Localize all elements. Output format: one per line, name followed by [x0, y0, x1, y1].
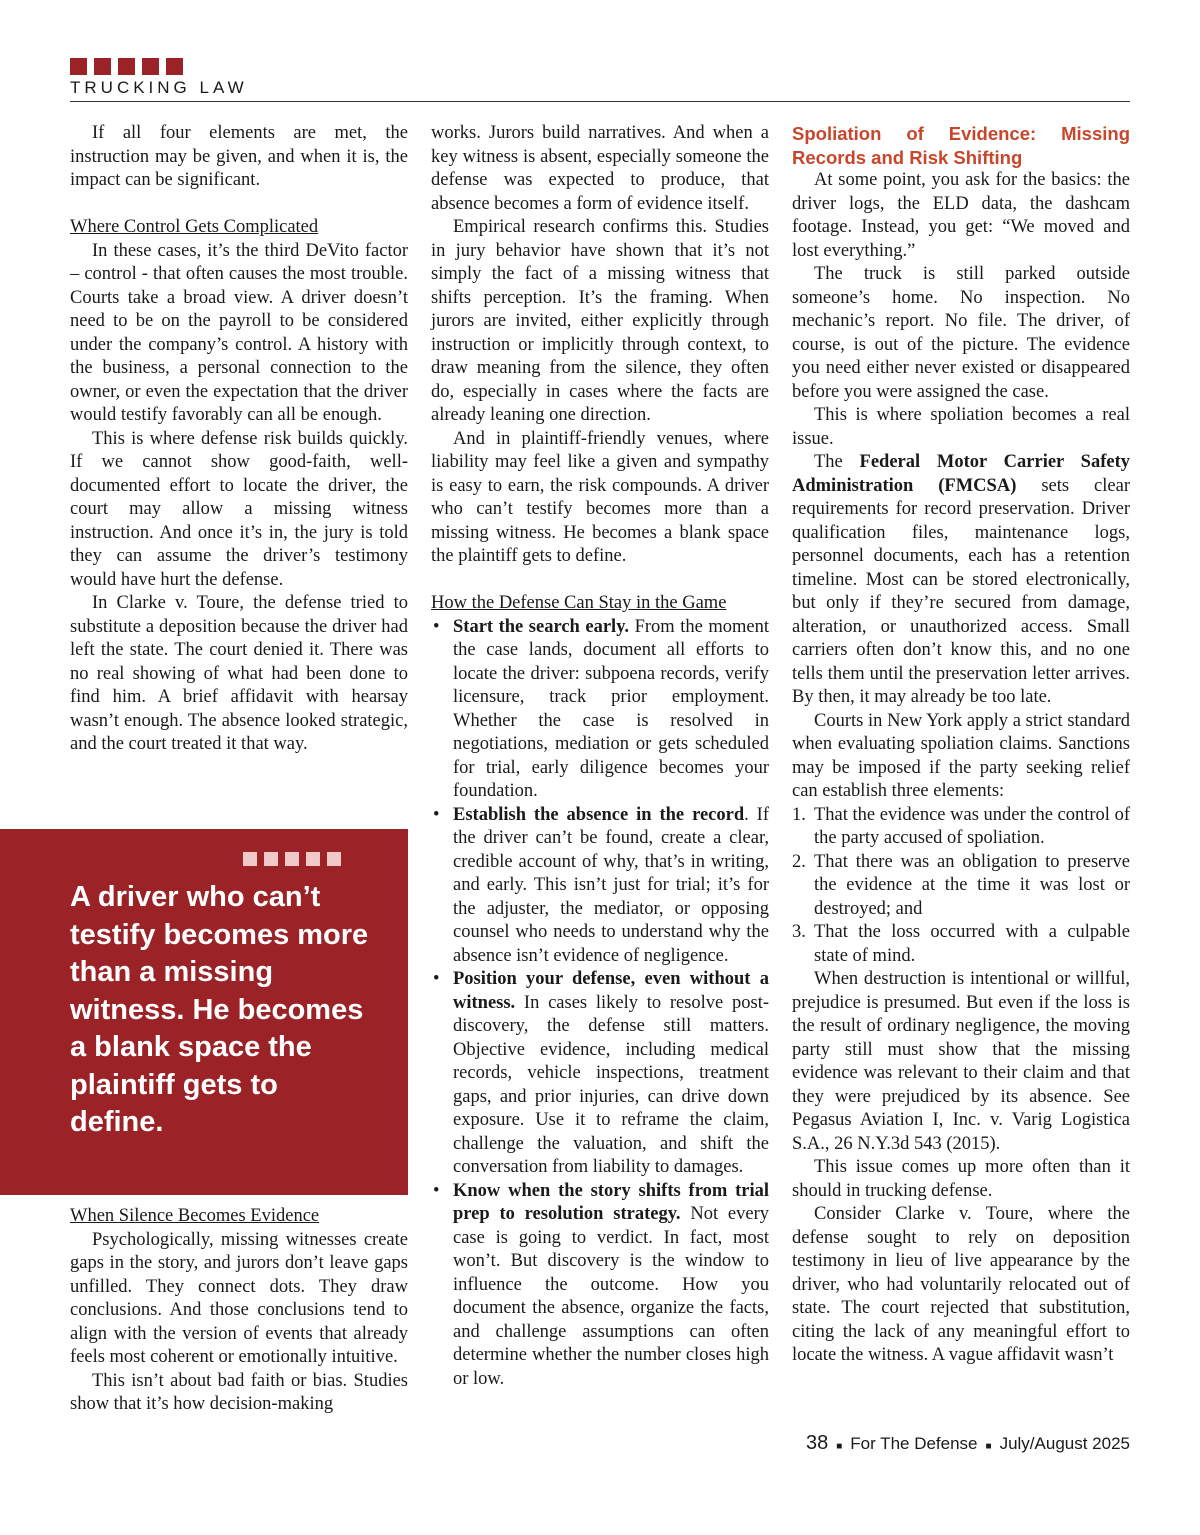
paragraph: In these cases, it’s the third DeVito factor – control - that often causes the most trouble. Courts take a broad view. A driver doesn’t need to be on the payroll to be considered under the company’s control. A history with the business, a personal connection to the owner, or even the expectation that the driver would testify favorably can all be enough. — [70, 240, 408, 425]
publication-name: For The Defense — [850, 1434, 978, 1453]
paragraph: The Federal Motor Carrier Safety Administration (FMCSA) sets clear requirements for record preservation. Driver qualification files, maintenance logs, personnel documents, each has a retention timeline. Most can be stored electronically, but only if they’re secured from damage, alteration, or unauthorized access. Small carriers often don’t know this, and no one tells them until the preservation letter arrives. By then, it may already be too late. — [792, 452, 1130, 707]
pull-quote-text: A driver who can’t testify becomes more than a missing witness. He becomes a blank space the plaintiff gets to define. — [70, 881, 369, 1138]
list-item: • Start the search early. From the moment the case lands, document all efforts to locate the driver: subpoena records, verify licensure, track prior employment. Whether the case is resolved in negotiations, mediation or gets scheduled for trial, early diligence becomes your foundation. — [453, 616, 769, 804]
separator-square-icon: ■ — [985, 1441, 992, 1452]
paragraph: This issue comes up more often than it should in trucking defense. — [792, 1157, 1130, 1201]
column-1-bottom — [70, 1205, 408, 1417]
column-3 — [792, 122, 1130, 1368]
paragraph: Psychologically, missing witnesses create gaps in the story, and jurors don’t leave gaps unfilled. They connect dots. They draw conclusions. And those conclusions tend to align with the version of events that already feels most coherent or emotionally intuitive. — [70, 1229, 408, 1367]
subheading: How the Defense Can Stay in the Game — [431, 593, 727, 613]
bullet-list — [431, 616, 769, 1392]
paragraph: Courts in New York apply a strict standard when evaluating spoliation claims. Sanctions may be imposed if the party seeking relief can establish three elements: — [792, 710, 1130, 801]
paragraph: If all four elements are met, the instruction may be given, and when it is, the impact can be significant. — [70, 123, 408, 190]
section-heading: Spoliation of Evidence: Missing Records and Risk Shifting — [792, 123, 1130, 168]
paragraph: And in plaintiff-friendly venues, where liability may feel like a given and sympathy is easy to earn, the risk compounds. A driver who can’t testify becomes more than a missing witness. He becomes a blank space the plaintiff gets to define. — [431, 428, 769, 566]
numbered-list — [792, 804, 1130, 969]
pull-quote — [0, 829, 408, 1195]
paragraph: The truck is still parked outside someone’s home. No inspection. No mechanic’s report. No file. The driver, of course, is out of the picture. The evidence you need either never existed or disappeared before you were assigned the case. — [792, 264, 1130, 402]
paragraph: Consider Clarke v. Toure, where the defense sought to rely on deposition testimony in lieu of live appearance by the driver, who had voluntarily relocated out of state. The court rejected that substitution, citing the lack of any meaningful effort to locate the witness. A vague affidavit wasn’t — [792, 1204, 1130, 1365]
paragraph: works. Jurors build narratives. And when a key witness is absent, especially someone the defense was expected to produce, that absence becomes a form of evidence itself. — [431, 123, 769, 214]
list-item: • Know when the story shifts from trial prep to resolution strategy. Not every case is going to verdict. In fact, most won’t. But discovery is the window to influence the outcome. How you document the absence, organize the facts, and challenge assumptions can often determine whether the number closes high or low. — [453, 1180, 769, 1392]
header-rule — [70, 101, 1130, 102]
separator-square-icon: ■ — [836, 1441, 843, 1452]
header-squares-decoration — [70, 58, 1130, 75]
column-1 — [70, 122, 408, 757]
subheading: When Silence Becomes Evidence — [70, 1206, 320, 1226]
pull-quote-squares-decoration — [243, 852, 341, 866]
paragraph: Empirical research confirms this. Studies in jury behavior have shown that it’s not simply the fact of a missing witness that shifts perception. It’s the framing. When jurors are invited, either explicitly through instruction or implicitly through context, to draw meaning from the silence, they often do, especially in cases where the facts are already leaning one direction. — [431, 217, 769, 425]
section-label: TRUCKING LAW — [70, 78, 248, 97]
issue-date: July/August 2025 — [999, 1434, 1130, 1453]
paragraph: This is where defense risk builds quickly. If we cannot show good-faith, well-documented effort to locate the driver, the court may allow a missing witness instruction. And once it’s in, the jury is told they can assume the driver’s testimony would have hurt the defense. — [70, 428, 408, 590]
page-footer — [806, 1432, 1130, 1455]
list-item: 1. That the evidence was under the control of the party accused of spoliation. — [792, 804, 1130, 848]
list-item: • Establish the absence in the record. If the driver can’t be found, create a clear, credible account of why, that’s in writing, and early. This isn’t just for trial; it’s for the adjuster, the mediator, or opposing counsel who needs to understand why the absence isn’t evidence of negligence. — [453, 804, 769, 969]
list-item: • Position your defense, even without a witness. In cases likely to resolve post-discovery, the defense still matters. Objective evidence, including medical records, vehicle inspections, treatment gaps, and prior injuries, can drive down exposure. Use it to reframe the claim, challenge the valuation, and shift the conversation from liability to damages. — [453, 968, 769, 1180]
paragraph: At some point, you ask for the basics: the driver logs, the ELD data, the dashcam footage. Instead, you get: “We moved and lost everything.” — [792, 170, 1130, 261]
page-number: 38 — [805, 1432, 829, 1454]
paragraph: In Clarke v. Toure, the defense tried to substitute a deposition because the driver had left the state. The court denied it. There was no real showing of what had been done to find him. A brief affidavit with hearsay wasn’t enough. The absence looked strategic, and the court treated it that way. — [70, 593, 408, 754]
page-header — [70, 58, 1130, 98]
paragraph: This isn’t about bad faith or bias. Studies show that it’s how decision-making — [70, 1370, 408, 1414]
subheading: Where Control Gets Complicated — [70, 217, 319, 237]
paragraph: When destruction is intentional or willful, prejudice is presumed. But even if the loss is the result of ordinary negligence, the moving party still must show that the missing evidence was relevant to their claim and that they were prejudiced by its absence. See Pegasus Aviation I, Inc. v. Varig Logistica S.A., 26 N.Y.3d 543 (2015). — [792, 969, 1130, 1154]
column-2 — [431, 122, 769, 1391]
list-item: 3. That the loss occurred with a culpable state of mind. — [792, 922, 1130, 966]
list-item: 2. That there was an obligation to preserve the evidence at the time it was lost or destroyed; and — [792, 851, 1130, 919]
paragraph: This is where spoliation becomes a real issue. — [792, 405, 1130, 449]
